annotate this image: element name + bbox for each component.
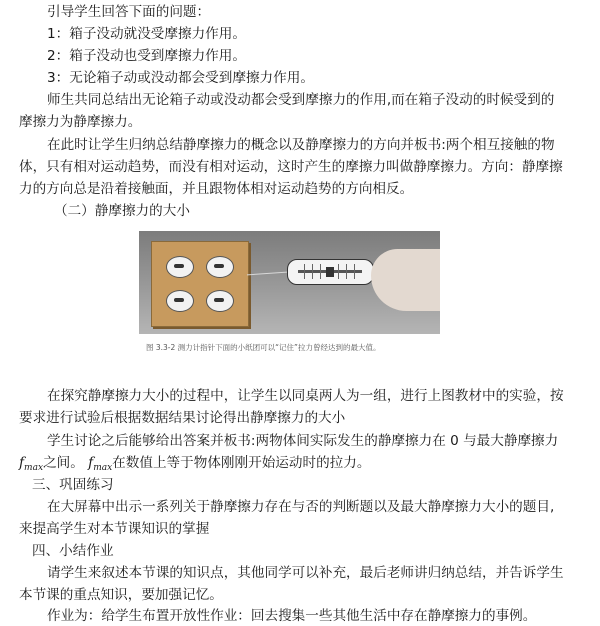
question-1: 1：箱子没动就没受摩擦力作用。 xyxy=(47,26,246,42)
section-heading-static-friction-size: （二）静摩擦力的大小 xyxy=(54,203,190,219)
hand xyxy=(371,249,440,311)
spring-scale xyxy=(287,259,374,285)
box-with-pads xyxy=(151,241,249,327)
conclusion-line-1: 学生讨论之后能够给出答案并板书:两物体间实际发生的静摩擦力在 0 与最大静摩擦力 xyxy=(47,433,559,449)
intro-line: 引导学生回答下面的问题： xyxy=(47,4,211,20)
conclusion-text-a: 之间。 xyxy=(43,455,84,471)
practice-line-2: 来提高学生对本节课知识的掌握 xyxy=(19,521,210,537)
concept-line-3: 力的方向总是沿着接触面，并且跟物体相对运动趋势的方向相反。 xyxy=(19,181,414,197)
section-heading-summary: 四、小结作业 xyxy=(32,543,114,559)
summary-line-1: 师生共同总结出无论箱子动或没动都会受到摩擦力的作用,而在箱子没动的时候受到的 xyxy=(47,92,555,108)
experiment-line-2: 要求进行试验后根据数据结果讨论得出静摩擦力的大小 xyxy=(19,410,346,426)
question-3: 3：无论箱子动或没动都会受到摩擦力作用。 xyxy=(47,70,314,86)
experiment-photo xyxy=(139,231,440,334)
conclusion-text-b: 在数值上等于物体刚刚开始运动时的拉力。 xyxy=(112,455,371,471)
section-heading-practice: 三、巩固练习 xyxy=(32,477,114,493)
fmax-sub: max xyxy=(24,463,44,473)
fmax-sub-2: max xyxy=(93,463,113,473)
homework-line: 作业为：给学生布置开放性作业：回去搜集一些其他生活中存在静摩擦力的事例。 xyxy=(47,608,537,624)
summary-task-line-1: 请学生来叙述本节课的知识点，其他同学可以补充，最后老师讲归纳总结，并告诉学生 xyxy=(47,565,564,581)
practice-line-1: 在大屏幕中出示一系列关于静摩擦力存在与否的判断题以及最大静摩擦力大小的题目, xyxy=(47,499,555,515)
pull-string xyxy=(247,272,287,276)
figure-caption: 图 3.3-2 测力计指针下面的小纸团可以“记住”拉力曾经达到的最大值。 xyxy=(146,343,381,352)
concept-line-1: 在此时让学生归纳总结静摩擦力的概念以及静摩擦力的方向并板书:两个相互接触的物 xyxy=(47,137,555,153)
fmax-var-2: f xyxy=(88,455,94,471)
fmax-var: f xyxy=(19,455,25,471)
question-2: 2：箱子没动也受到摩擦力作用。 xyxy=(47,48,246,64)
experiment-line-1: 在探究静摩擦力大小的过程中，让学生以同桌两人为一组，进行上图教材中的实验，按 xyxy=(47,388,564,404)
summary-line-2: 摩擦力为静摩擦力。 xyxy=(19,114,142,130)
concept-line-2: 体，只有相对运动趋势，而没有相对运动，这时产生的摩擦力叫做静摩擦力。方向：静摩擦 xyxy=(19,159,563,175)
summary-task-line-2: 本节课的重点知识，要加强记忆。 xyxy=(19,587,223,603)
